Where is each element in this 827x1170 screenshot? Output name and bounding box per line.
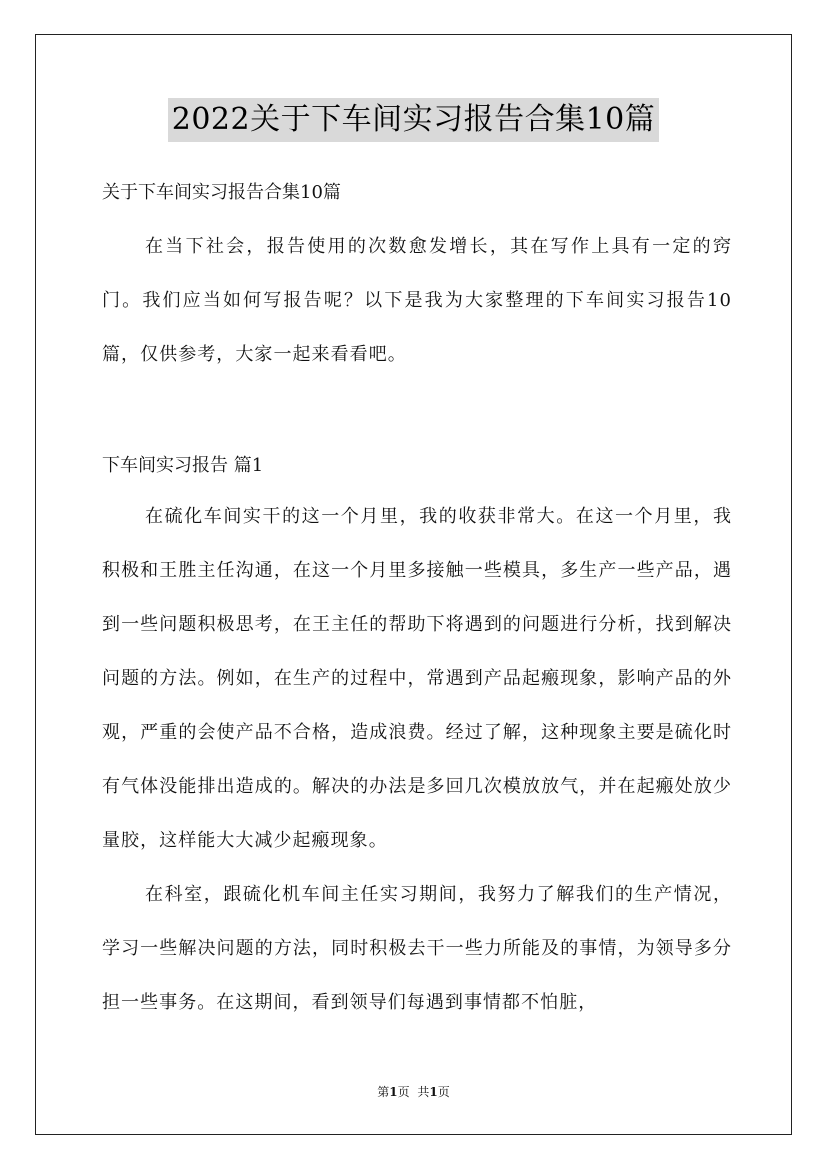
document-title: 2022关于下车间实习报告合集10篇 bbox=[168, 98, 660, 142]
page-number: 1 bbox=[389, 1085, 398, 1099]
body-paragraph-2: 在科室，跟硫化机车间主任实习期间，我努力了解我们的生产情况，学习一些解决问题的方法，同时积极去干一些力所能及的事情，为领导多分担一些事务。在这期间，看到领导们每遇到事情都不怕脏， bbox=[102, 884, 732, 1013]
intro-paragraph: 在当下社会，报告使用的次数愈发增长，其在写作上具有一定的窍门。我们应当如何写报告呢？以下是我为大家整理的下车间实习报告10篇，仅供参考，大家一起来看看吧。 bbox=[102, 236, 732, 365]
total-pages: 1 bbox=[429, 1085, 438, 1099]
page-suffix: 页 bbox=[397, 1085, 410, 1099]
document-subtitle: 关于下车间实习报告合集10篇 bbox=[102, 182, 341, 203]
body-paragraph-1: 在硫化车间实干的这一个月里，我的收获非常大。在这一个月里，我积极和王胜主任沟通，在这一个月里多接触一些模具，多生产一些产品，遇到一些问题积极思考，在王主任的帮助下将遇到的问题进行分析，找到解决问题的方法。例如，在生产的过程中，常遇到产品起瘢现象，影响产品的外观，严重的会使产品不合格，造成浪费。经过了解，这种现象主要是硫化时有气体没能排出造成的。解决的办法是多回几次模放放气，并在起瘢处放少量胶，这样能大大减少起瘢现象。 bbox=[102, 506, 732, 851]
total-prefix: 共 bbox=[417, 1085, 430, 1099]
section-heading: 下车间实习报告 篇1 bbox=[102, 455, 264, 476]
total-suffix: 页 bbox=[437, 1085, 450, 1099]
page-footer bbox=[0, 1084, 827, 1100]
page-prefix: 第 bbox=[377, 1085, 390, 1099]
title-container bbox=[0, 98, 827, 142]
